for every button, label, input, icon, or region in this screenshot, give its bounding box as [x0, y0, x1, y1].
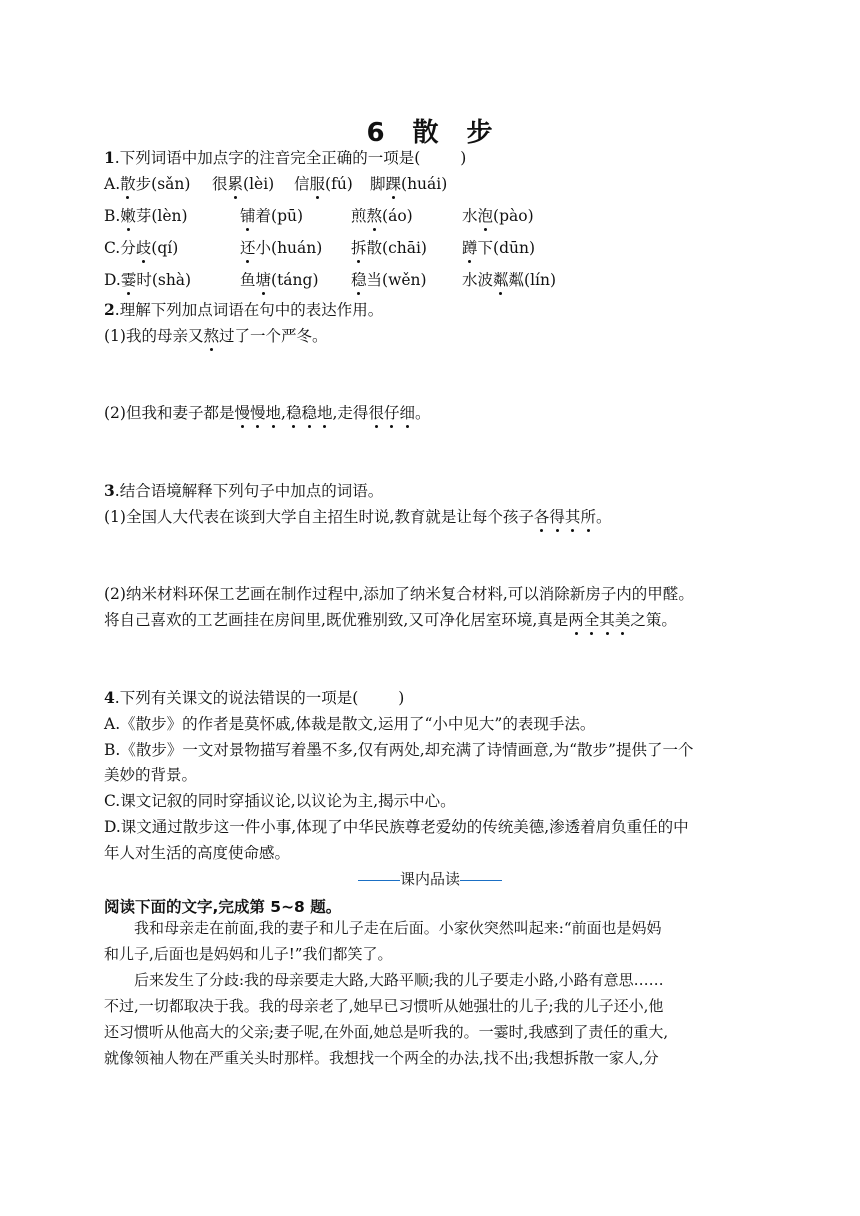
dotted-char: 地	[316, 404, 333, 422]
q2-sentence-1: (1)我的母亲又熬过了一个严冬。	[104, 327, 328, 345]
q1-option-c-item2: 还小(huán)	[240, 239, 323, 257]
dotted-word	[234, 404, 281, 422]
dotted-char: 各	[533, 508, 550, 526]
dotted-char: 其	[564, 508, 581, 526]
q3-sentence-1: (1)全国人大代表在谈到大学自主招生时说,教育就是让每个孩子各得其所。	[104, 508, 612, 526]
dotted-char: 稳	[301, 404, 317, 422]
dotted-char: 散	[120, 175, 136, 193]
dotted-word	[568, 611, 630, 629]
divider-line-left	[358, 880, 400, 881]
dotted-char: 蹲	[462, 239, 478, 257]
q1-stem	[104, 148, 466, 168]
dotted-word	[534, 508, 596, 526]
dotted-char: 全	[583, 611, 600, 629]
passage-p2-line-2: 不过,一切都取决于我。我的母亲老了,她早已习惯听从她强壮的儿子;我的儿子还小,他	[104, 997, 664, 1015]
q4-stem-text: .下列有关课文的说法错误的一项是(	[114, 689, 359, 707]
q4-number: 4	[104, 688, 115, 707]
q4-option-c: C.课文记叙的同时穿插议论,以议论为主,揭示中心。	[104, 792, 456, 810]
q4-option-a: A.《散步》的作者是莫怀戚,体裁是散文,运用了“小中见大”的表现手法。	[104, 715, 596, 733]
q1-stem-text: .下列词语中加点字的注音完全正确的一项是(	[114, 149, 421, 167]
q2-stem	[104, 300, 383, 320]
dotted-char: 塘	[255, 271, 272, 289]
dotted-char: 拆	[351, 239, 367, 257]
dotted-char: 歧	[135, 239, 152, 257]
dotted-char: 两	[568, 611, 584, 629]
dotted-char: 得	[549, 508, 565, 526]
q2-number: 2	[104, 300, 115, 319]
passage-p2-line-4: 就像领袖人物在严重关头时那样。我想找一个两全的办法,找不出;我想拆散一家人,分	[104, 1049, 659, 1067]
passage-p2-line-1: 后来发生了分歧:我的母亲要走大路,大路平顺;我的儿子要走小路,小路有意思……	[134, 971, 664, 989]
dotted-char: 地	[265, 404, 282, 422]
q3-stem-text: .结合语境解释下列句子中加点的词语。	[114, 482, 384, 500]
dotted-char: 熬	[203, 327, 219, 345]
dotted-char: 慢	[249, 404, 266, 422]
dotted-char: 累	[227, 175, 244, 193]
q3-stem	[104, 481, 383, 501]
reading-instructions: 阅读下面的文字,完成第 5~8 题。	[104, 898, 342, 916]
passage-p2-line-3: 还习惯听从他高大的父亲;妻子呢,在外面,她总是听我的。一霎时,我感到了责任的重大,	[104, 1023, 669, 1041]
q1-option-b: B.嫩芽(lèn)	[104, 207, 188, 225]
q1-option-b-item3: 煎熬(áo)	[351, 207, 413, 225]
q1-option-d-item4: 水波粼粼(lín)	[462, 271, 557, 289]
dotted-char: 慢	[234, 404, 250, 422]
q4-stem	[104, 688, 404, 708]
option-letter: D.	[104, 271, 121, 289]
q4-option-b-line-2: 美妙的背景。	[104, 766, 198, 784]
lesson-title: 6 散 步	[366, 118, 494, 148]
q4-option-d-line-2: 年人对生活的高度使命感。	[104, 844, 291, 862]
q1-option-c: C.分歧(qí)	[104, 239, 179, 257]
q4-option-b-line-1: B.《散步》一文对景物描写着墨不多,仅有两处,却充满了诗情画意,为“散步”提供了一个	[104, 741, 694, 759]
dotted-char: 熬	[366, 207, 383, 225]
dotted-char: 铺	[240, 207, 256, 225]
dotted-char: 服	[309, 175, 326, 193]
q2-stem-text: .理解下列加点词语在句中的表达作用。	[114, 301, 384, 319]
section-label: 课内品读	[399, 870, 460, 888]
q1-option-a: A.散步(sǎn)	[104, 175, 191, 193]
dotted-char: 稳	[285, 404, 302, 422]
q1-option-c-item3: 拆散(chāi)	[351, 239, 427, 257]
dotted-word	[368, 404, 415, 422]
dotted-char: 美	[614, 611, 631, 629]
dotted-char: 踝	[385, 175, 402, 193]
q4-option-d-line-1: D.课文通过散步这一件小事,体现了中华民族尊老爱幼的传统美德,渗透着肩负重任的中	[104, 818, 689, 836]
q3-sentence-2-line-2: 将自己喜欢的工艺画挂在房间里,既优雅别致,又可净化居室环境,真是两全其美之策。	[104, 611, 677, 629]
q1-option-a-item4: 脚踝(huái)	[370, 175, 448, 193]
dotted-char: 细	[399, 404, 415, 422]
dotted-char: 很	[368, 404, 384, 422]
dotted-char: 泡	[477, 207, 494, 225]
option-letter: A.	[104, 175, 121, 193]
dotted-char: 粼	[493, 271, 509, 289]
q4-stem-end: )	[398, 689, 405, 707]
q1-stem-end: )	[460, 149, 467, 167]
q3-sentence-2-line-1: (2)纳米材料环保工艺画在制作过程中,添加了纳米复合材料,可以消除新房子内的甲醛。	[104, 585, 694, 603]
q1-number: 1	[104, 148, 115, 167]
q1-option-c-item4: 蹲下(dūn)	[462, 239, 535, 257]
section-header	[0, 868, 860, 889]
dotted-char: 其	[599, 611, 615, 629]
dotted-char: 所	[580, 508, 596, 526]
option-letter: B.	[104, 207, 121, 225]
q1-option-a-item3: 信服(fú)	[294, 175, 353, 193]
q2-sentence-2: (2)但我和妻子都是慢慢地,稳稳地,走得很仔细。	[104, 404, 431, 422]
q1-option-b-item4: 水泡(pào)	[462, 207, 534, 225]
dotted-char: 霎	[120, 271, 137, 289]
dotted-char: 仔	[383, 404, 400, 422]
passage-p1-line-1: 我和母亲走在前面,我的妻子和儿子走在后面。小家伙突然叫起来:“前面也是妈妈	[134, 919, 662, 937]
dotted-char: 嫩	[120, 207, 136, 225]
q1-option-b-item2: 铺着(pū)	[240, 207, 304, 225]
option-letter: C.	[104, 239, 121, 257]
q1-option-d-item2: 鱼塘(táng)	[240, 271, 319, 289]
q1-option-d: D.霎时(shà)	[104, 271, 192, 289]
dotted-char: 还	[240, 239, 256, 257]
dotted-word	[286, 404, 333, 422]
passage-p1-line-2: 和儿子,后面也是妈妈和儿子!”我们都笑了。	[104, 945, 393, 963]
q1-option-d-item3: 稳当(wěn)	[351, 271, 427, 289]
dotted-char: 稳	[351, 271, 367, 289]
q3-number: 3	[104, 481, 115, 500]
q1-option-a-item2: 很累(lèi)	[212, 175, 275, 193]
divider-line-right	[460, 880, 502, 881]
